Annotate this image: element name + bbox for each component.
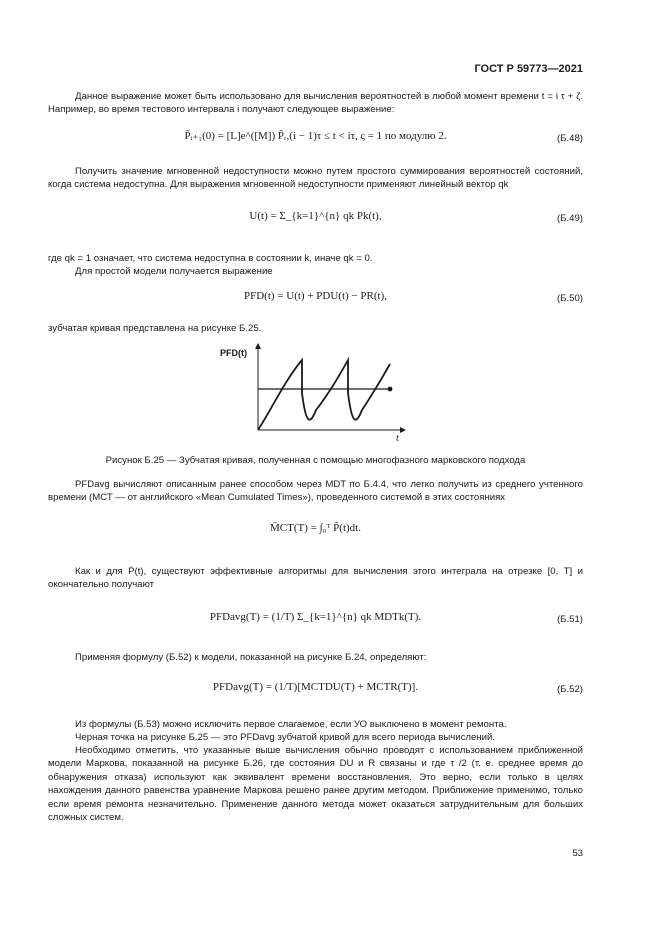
paragraph-8: Применяя формулу (Б.52) к модели, показанной на рисунке Б.24, определяют: xyxy=(75,652,427,663)
equation-b52-body: PFDavg(T) = (1/T)[MCTDU(T) + MCTR(T)]. xyxy=(212,681,419,693)
equation-b48-number: (Б.48) xyxy=(556,133,583,144)
sawtooth-figure xyxy=(220,340,410,445)
equation-b49-number: (Б.49) xyxy=(556,213,583,224)
equation-b49-body: U(t) = Σ_{k=1}^{n} qk Pk(t), xyxy=(249,210,382,222)
equation-b50-body: PFD(t) = U(t) + PDU(t) − PR(t), xyxy=(244,290,387,302)
paragraph-1: Данное выражение может быть использовано для вычисления вероятностей в любой момент времени t = i τ + ζ. Например, во время тестового интервала i получают следующее выражение: xyxy=(48,91,583,116)
equation-b51-number: (Б.51) xyxy=(556,614,583,625)
sawtooth-curve xyxy=(258,360,390,430)
equation-b50 xyxy=(48,289,583,311)
x-axis-label: t xyxy=(396,433,399,444)
paragraph-9: Из формулы (Б.53) можно исключить первое слагаемое, если УО выключено в момент ремонта. xyxy=(75,719,507,730)
equation-b48-body: P̃ᵢ₊₁(0) = [L]e^([M]) P̃ᵣ,(i − 1)τ ≤ t < iτ, ς = 1 по модулю 2. xyxy=(184,130,447,142)
paragraph-5: зубчатая кривая представлена на рисунке Б.25. xyxy=(48,323,262,334)
equation-b51-body: PFDavg(T) = (1/T) Σ_{k=1}^{n} qk MDTk(T). xyxy=(209,611,422,623)
paragraph-7: Как и для Ṗ(t), существуют эффективные алгоритмы для вычисления этого интеграла на отрезке [0, T] и окончательно получают xyxy=(48,566,583,591)
paragraph-2: Получить значение мгновенной недоступности можно путем простого суммирования вероятностей состояний, когда система недоступна. Для выражения мгновенной недоступности применяют линейный вектор qk xyxy=(48,166,583,191)
paragraph-6: PFDavg вычисляют описанным ранее способом через MDT по Б.4.4, что легко получить из среднего учтенного времени (МСТ — от английского «Mean Cumulated Times»), проведенного системой в этих состояниях xyxy=(48,479,583,504)
y-axis-label: PFD(t) xyxy=(220,348,247,358)
paragraph-10: Черная точка на рисунке Б.25 — это PFDavg зубчатой кривой для всего периода вычислений. xyxy=(75,732,495,743)
equation-b50-number: (Б.50) xyxy=(556,293,583,304)
equation-mct-body: M̄CT(T) = ∫₀ᵀ P̃(t)dt. xyxy=(270,522,361,534)
page-number: 53 xyxy=(572,848,583,859)
equation-b48 xyxy=(48,129,583,151)
paragraph-3: где qk = 1 означает, что система недоступна в состоянии k, иначе qk = 0. xyxy=(48,253,373,264)
equation-b49 xyxy=(48,209,583,231)
paragraph-4: Для простой модели получается выражение xyxy=(75,266,273,277)
figure-caption: Рисунок Б.25 — Зубчатая кривая, полученная с помощью многофазного марковского подхода xyxy=(105,455,526,466)
equation-mct xyxy=(48,521,583,543)
equation-b52 xyxy=(48,680,583,702)
average-point xyxy=(388,387,393,392)
paragraph-11: Необходимо отметить, что указанные выше вычисления обычно проводят с использованием приближенной модели Маркова, показанной на рисунке Б.26, где состояния DU и R связаны и где τ /2 (т. е. среднее время до обнаружения отказа) используют как эквивалент времени восстановления. Это верно, если только в целях нахождения данного равенства уравнение Маркова решено ранее другим методом. Приближение применимо, только если время ремонта незначительно. Применение данного метода может оказаться затруднительным для больших сложных систем. xyxy=(48,745,583,824)
equation-b52-number: (Б.52) xyxy=(556,684,583,695)
equation-b51 xyxy=(48,610,583,632)
standard-header: ГОСТ Р 59773—2021 xyxy=(474,63,583,75)
